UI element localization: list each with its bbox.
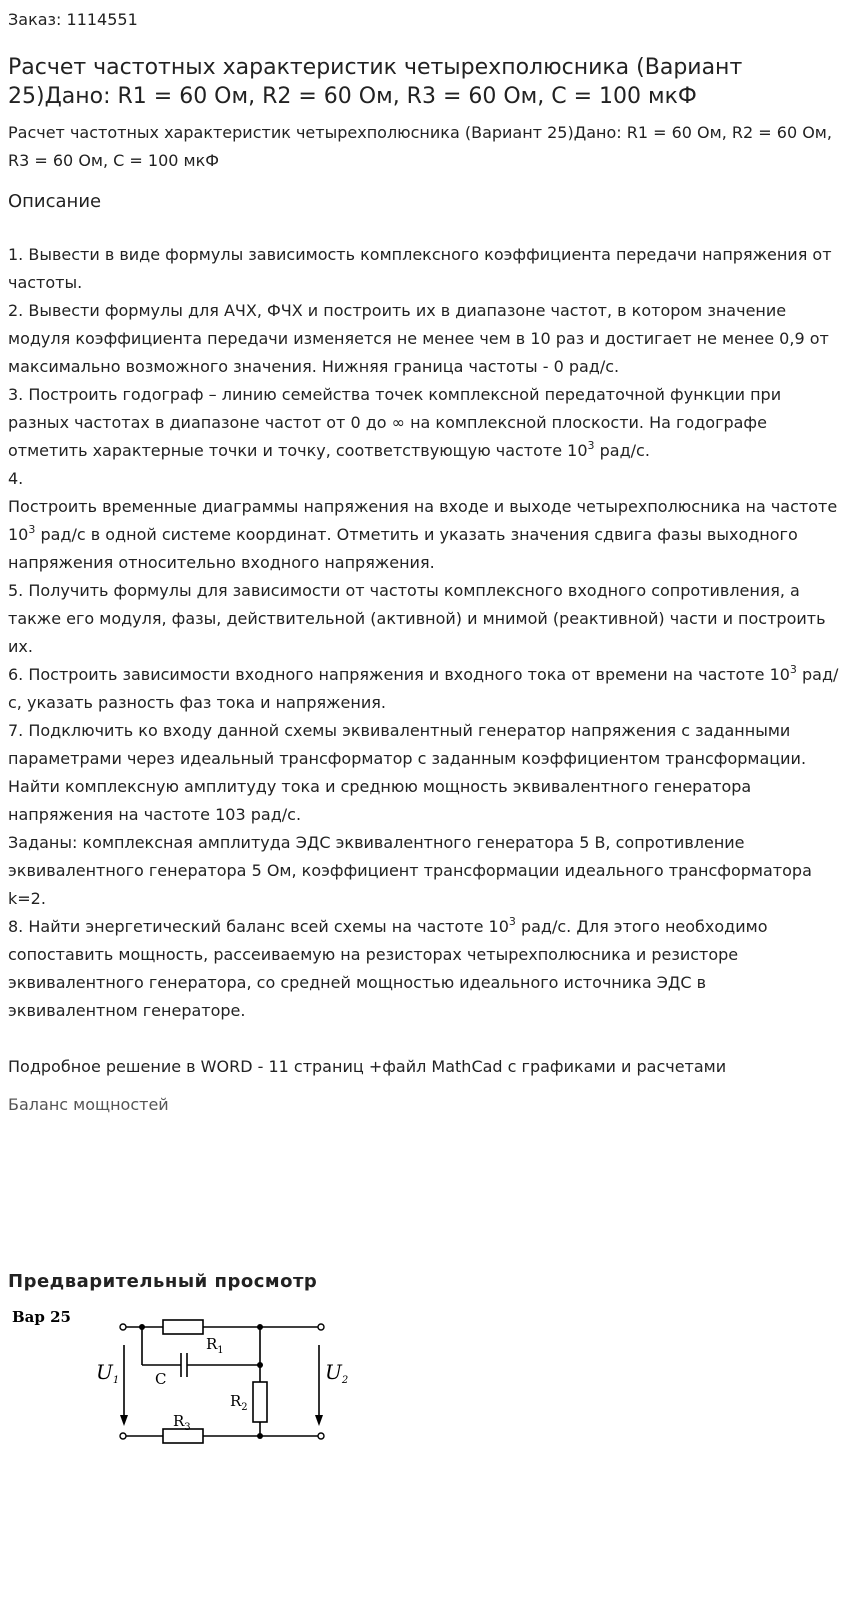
footer-note: Подробное решение в WORD - 11 страниц +файл MathCad с графиками и расчетами [8,1057,727,1076]
task-item-8-tail: рад/с. Для этого необходимо сопоставить мощность, рассеиваемую на резисторах четырехполюсника и резисторе эквивалентного генератора, со средней мощностью идеального источника ЭДС в эквивалентном генераторе. [8,917,768,1020]
task-item-7-given: Заданы: комплексная амплитуда ЭДС эквивалентного генератора 5 В, сопротивление эквивалентного генератора 5 Ом, коэффициент трансформации идеального трансформатора k=2. [8,833,812,908]
r3-label: $R_3$ [173,1412,191,1433]
exponent: 3 [587,438,595,452]
preview-title: Предварительный просмотр [8,1271,318,1292]
variant-label: Вар 25 [12,1308,71,1326]
task-item-2: 2. Вывести формулы для АЧХ, ФЧХ и построить их в диапазоне частот, в котором значение модуля коэффициента передачи изменяется не менее чем в 10 раз и достигает не менее 0,9 от максимально возможного значения. Нижняя граница частоты - 0 рад/с. [8,301,829,376]
preview-image [8,1303,368,1453]
circuit-schematic [8,1303,368,1453]
u1-label: $U_1$ [96,1360,120,1386]
task-item-3 [8,381,839,465]
page-title: Расчет частотных характеристик четырехполюсника (Вариант 25)Дано: R1 = 60 Ом, R2 = 60 Ом, R3 = 60 Ом, C = 100 мкФ [8,55,743,109]
task-item-1: 1. Вывести в виде формулы зависимость комплексного коэффициента передачи напряжения от частоты. [8,245,832,292]
task-item-4 [8,493,839,577]
r1-label: $R_1$ [206,1335,224,1356]
task-item-6-tail: рад/с, указать разность фаз тока и напряжения. [8,665,839,712]
task-item-7: 7. Подключить ко входу данной схемы эквивалентный генератор напряжения с заданными параметрами через идеальный трансформатор с заданным коэффициентом трансформации. Найти комплексную амплитуду тока и среднюю мощность эквивалентного генератора напряжения на частоте 103 рад/с. [8,721,807,824]
order-number: Заказ: 1114551 [8,10,138,29]
product-page [0,8,847,1453]
task-item-4-text: Построить временные диаграммы напряжения на входе и выходе четырехполюсника на частоте 10 [8,497,838,544]
task-item-3-tail: рад/с. [594,441,650,460]
task-item-8-text: 8. Найти энергетический баланс всей схемы на частоте 10 [8,917,509,936]
task-item-6 [8,661,839,717]
task-item-4-tail: рад/с в одной системе координат. Отметить и указать значения сдвига фазы выходного напряжения относительно входного напряжения. [8,525,798,572]
exponent: 3 [789,662,797,676]
description-label: Описание [8,191,102,212]
description-body [8,241,839,1081]
tag-link-power-balance[interactable]: Баланс мощностей [8,1095,169,1114]
task-item-8 [8,913,839,1025]
exponent: 3 [28,522,36,536]
exponent: 3 [508,914,516,928]
u2-label: $U_2$ [325,1360,349,1386]
r2-label: $R_2$ [230,1392,248,1413]
c-label: C [155,1370,167,1388]
task-item-5: 5. Получить формулы для зависимости от частоты комплексного входного сопротивления, а также его модуля, фазы, действительной (активной) и мнимой (реактивной) части и построить их. [8,581,826,656]
task-item-6-text: 6. Построить зависимости входного напряжения и входного тока от времени на частоте 10 [8,665,790,684]
task-item-4-number: 4. [8,469,24,488]
task-item-3-text: 3. Построить годограф – линию семейства точек комплексной передаточной функции при разных частотах в диапазоне частот от 0 до ∞ на комплексной плоскости. На годографе отметить характерные точки и точку, соответствующую частоте 10 [8,385,782,460]
lead-text: Расчет частотных характеристик четырехполюсника (Вариант 25)Дано: R1 = 60 Ом, R2 = 60 Ом, R3 = 60 Ом, C = 100 мкФ [8,123,832,170]
